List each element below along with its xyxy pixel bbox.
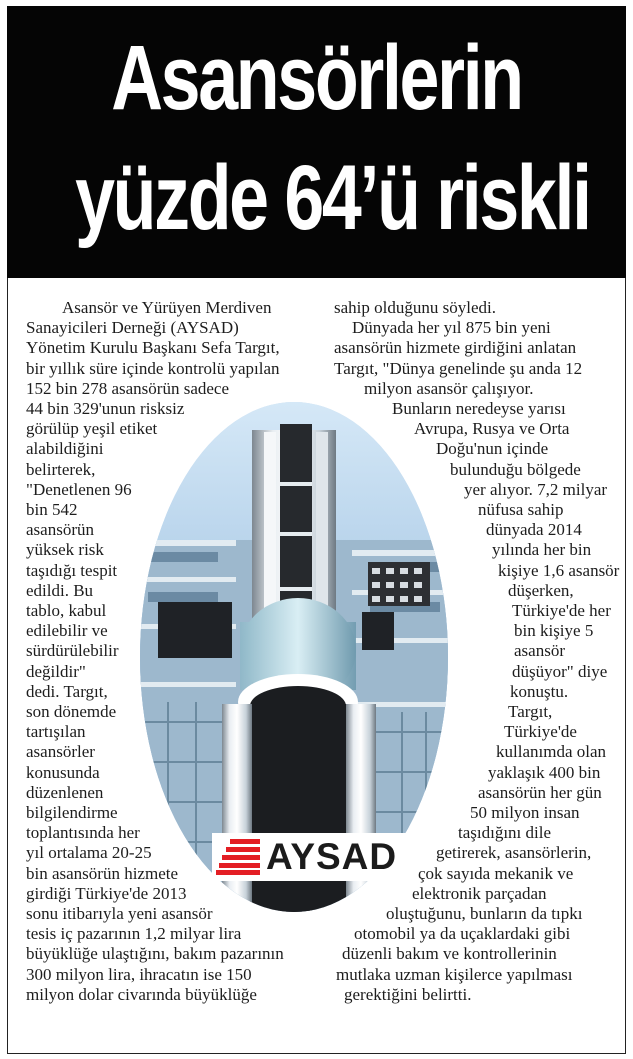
- article-right-line: çok sayıda mekanik ve: [418, 863, 574, 883]
- article-right-line: Türkiye'de her: [512, 601, 611, 620]
- article-right-line: otomobil ya da uçaklardaki gibi: [354, 924, 571, 944]
- article-right-line: yaklaşık 400 bin: [488, 762, 601, 782]
- aysad-logo-text: AYSAD: [266, 836, 398, 877]
- article-left-line: "Denetlenen 96: [26, 479, 132, 499]
- article-right-line: Targıt, "Dünya genelinde şu anda 12: [334, 358, 583, 378]
- article-right-line: sahip olduğunu söyledi.: [334, 298, 496, 317]
- article-right-line: Türkiye'de: [504, 722, 577, 742]
- article-left-line: 300 milyon lira, ihracatın ise 150: [26, 964, 252, 984]
- article-right-line: kişiye 1,6 asansör: [498, 560, 620, 580]
- article-left-line: edilebilir ve: [26, 621, 108, 641]
- article-left-line: girdiği Türkiye'de 2013: [26, 883, 187, 903]
- article-right-line: taşıdığını dile: [458, 823, 552, 843]
- article-left-line: asansörün: [26, 520, 94, 540]
- aysad-logo-icon: [216, 839, 260, 875]
- article-left-line: taşıdığı tespit: [26, 560, 118, 580]
- article-left-line: 152 bin 278 asansörün sadece: [26, 378, 230, 398]
- article-left-line: bir yıllık süre içinde kontrolü yapılan: [26, 358, 280, 378]
- article-right-line: düzenli bakım ve kontrollerinin: [342, 944, 557, 964]
- article-left-line: 44 bin 329'unun risksiz: [26, 399, 185, 418]
- article-right-line: bulunduğu bölgede: [450, 459, 581, 479]
- article-right-line: bin kişiye 5: [514, 621, 594, 641]
- article-right-line: konuştu.: [510, 681, 569, 701]
- article-left-line: tablo, kabul: [26, 601, 107, 620]
- article-right-line: dünyada 2014: [486, 520, 582, 540]
- article-left-line: asansörler: [26, 742, 95, 762]
- article-right-line: nüfusa sahip: [478, 500, 564, 519]
- headline-line-2: yüzde 64’ü riskli: [75, 147, 590, 249]
- article-right-line: asansörün her gün: [478, 782, 602, 802]
- article-left-line: düzenlenen: [26, 782, 104, 802]
- article-left-line: edildi. Bu: [26, 580, 94, 600]
- article-left-line: tesis iç pazarının 1,2 milyar lira: [26, 924, 242, 944]
- article-left-line: Asansör ve Yürüyen Merdiven: [62, 298, 272, 317]
- article-right-line: asansör: [514, 641, 565, 661]
- article-left-line: konusunda: [26, 762, 100, 782]
- article-left-line: dedi. Targıt,: [26, 681, 108, 701]
- article-right-line: mutlaka uzman kişilerce yapılması: [336, 964, 573, 984]
- article-left-line: toplantısında her: [26, 823, 140, 843]
- article-right-line: Targıt,: [508, 702, 553, 721]
- article-right-line: asansörün hizmete girdiğini anlatan: [334, 338, 577, 358]
- article-left-line: bin asansörün hizmete: [26, 863, 179, 883]
- article-left-line: bin 542: [26, 500, 78, 519]
- article-left-line: yüksek risk: [26, 540, 104, 560]
- article-left-line: görülüp yeşil etiket: [26, 419, 158, 439]
- article-left-line: milyon dolar civarında büyüklüğe: [26, 984, 257, 1004]
- article-left-line: tartışılan: [26, 722, 86, 742]
- article-right-line: düşüyor" diye: [512, 661, 608, 681]
- headline-line-1: Asansörlerin: [111, 27, 522, 129]
- article-left-line: bilgilendirme: [26, 803, 118, 822]
- article-right-line: Avrupa, Rusya ve Orta: [414, 419, 570, 439]
- article-right-line: 50 milyon insan: [470, 803, 580, 822]
- article-right-line: kullanımda olan: [496, 742, 607, 762]
- article-right-line: milyon asansör çalışıyor.: [364, 378, 534, 398]
- article-right-line: Dünyada her yıl 875 bin yeni: [352, 318, 551, 338]
- article-right-line: oluştuğunu, bunların da tıpkı: [386, 904, 583, 923]
- article-left-line: alabildiğini: [26, 439, 104, 459]
- article-left-line: belirterek,: [26, 459, 96, 479]
- article-left-line: sonu itibarıyla yeni asansör: [26, 904, 213, 923]
- article-right-line: Doğu'nun içinde: [436, 439, 549, 459]
- article-right-line: yer alıyor. 7,2 milyar: [464, 479, 608, 499]
- article-left-line: değildir": [26, 661, 86, 681]
- aysad-logo: [212, 833, 408, 881]
- article-left-line: son dönemde: [26, 702, 117, 721]
- article-right-line: gerektiğini belirtti.: [344, 984, 472, 1004]
- article-left-line: yıl ortalama 20-25: [26, 843, 152, 863]
- article-right-line: elektronik parçadan: [412, 883, 547, 903]
- article-left-line: Sanayicileri Derneği (AYSAD): [26, 318, 239, 338]
- headline-banner: [7, 6, 626, 278]
- article-right-line: getirerek, asansörlerin,: [436, 843, 592, 863]
- article-left-line: sürdürülebilir: [26, 641, 119, 661]
- article-right-line: düşerken,: [508, 580, 574, 600]
- article-right-line: yılında her bin: [492, 540, 592, 560]
- article-right-line: Bunların neredeyse yarısı: [392, 399, 566, 418]
- article-left-line: Yönetim Kurulu Başkanı Sefa Targıt,: [26, 338, 280, 358]
- article-left-line: büyüklüğe ulaştığını, bakım pazarının: [26, 944, 284, 964]
